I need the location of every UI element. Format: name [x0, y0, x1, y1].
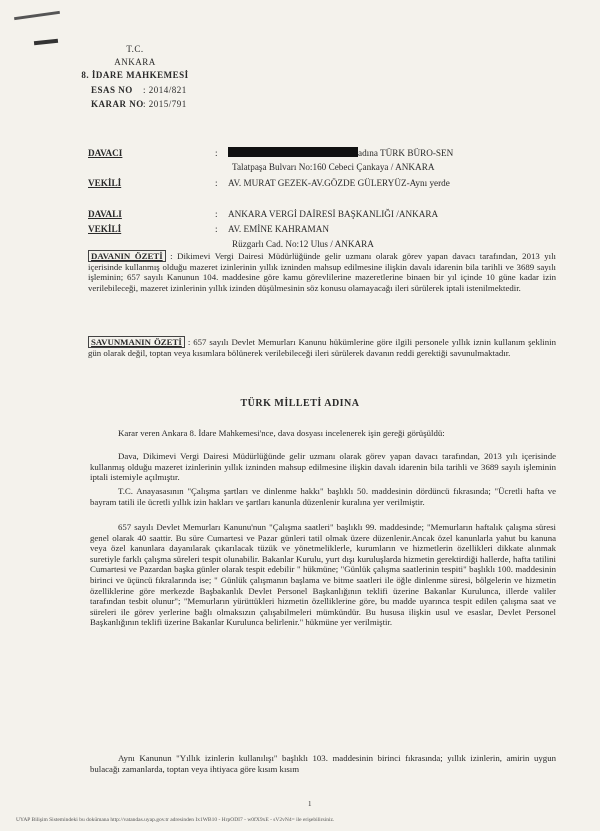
pen-mark [14, 11, 60, 20]
davali-row [88, 209, 558, 221]
colon: : [215, 148, 218, 158]
uyap-footer: UYAP Bilişim Sistemindeki bu dokümana http://vatandas.uyap.gov.tr adresinden Ix1WB10 - HrpODI7 - w0fX9xE - sV2vN4= ile erişebilirsiniz. [16, 817, 335, 823]
esas-value: : 2014/821 [143, 85, 187, 95]
redaction-bar [228, 147, 358, 157]
dava-ozeti-label: DAVANIN ÖZETİ [88, 250, 166, 262]
document-title: TÜRK MİLLETİ ADINA [240, 398, 360, 409]
dava-ozeti [88, 251, 556, 293]
karar-value: : 2015/791 [143, 99, 187, 109]
karar-label: KARAR NO [91, 99, 144, 109]
savunma-ozeti [88, 337, 556, 358]
vekili1-value: AV. MURAT GEZEK-AV.GÖZDE GÜLERYÜZ-Aynı yerde [228, 178, 450, 188]
header-city: ANKARA [114, 57, 156, 67]
savunma-ozeti-label: SAVUNMANIN ÖZETİ [88, 336, 185, 348]
colon: : [215, 224, 218, 234]
vekili1-label: VEKİLİ [88, 178, 122, 188]
paragraph-5: Aynı Kanunun "Yıllık izinlerin kullanılışı" başlıklı 103. maddesinin birinci fıkrasında; yıllık izinlerin, amirin uygun bulacağı zamanlarda, toptan veya ihtiyaca göre kısım kısım [90, 753, 556, 774]
dava-ozeti-text: : Dikimevi Vergi Dairesi Müdürlüğünde gelir uzmanı olarak görev yapan davacı tarafından, 2013 yılı içerisinde kullanmış olduğu mazeret izinlerinin yıllık izninden mahsup edilmesine ilişkin davalı idarenin bila tarihli ve 3689 sayılı işleminin; 657 sayılı Kanunun 104. maddesine göre kamu görevlilerine mazeretlerine binaen bir yıl içinde 10 güne kadar izin verilebileceği, mazeret izinlerinin yıllık izinden düşülmesinin söz konusu olamayacağı ileri sürülerek iptali istenilmektedir. [88, 251, 557, 293]
header-court: 8. İDARE MAHKEMESİ [81, 70, 189, 80]
paragraph-3: T.C. Anayasasının "Çalışma şartları ve dinlenme hakkı" başlıklı 50. maddesinin dördüncü fıkrasında; "Ücretli hafta ve bayram tatili ile ücretli yıllık izin hakları ve şartları kanunla düzenlenir kuralına yer verilmiştir. [90, 486, 556, 507]
colon: : [215, 209, 218, 219]
paragraph-1: Karar veren Ankara 8. İdare Mahkemesi'nce, dava dosyası incelenerek işin gereği görüşüldü: [118, 428, 445, 438]
page-number: 1 [308, 800, 312, 808]
davali-value: ANKARA VERGİ DAİRESİ BAŞKANLIĞI /ANKARA [228, 209, 439, 219]
paragraph-4: 657 sayılı Devlet Memurları Kanunu'nun "Çalışma saatleri" başlıklı 99. maddesinde; "Memurların haftalık çalışma süresi genel olarak 40 saattir. Bu süre Cumartesi ve Pazar günleri tatil olmak üzere düzenlenir.Ancak özel kanunlarla yahut bu kanuna veya özel kanunlara dayanılarak çıkarılacak tüzük ve yönetmeliklerle, kurumların ve hizmetlerin özellikleri dikkate alınmak suretiyle farklı çalışma süreleri tespit olunabilir. Bakanlar Kurulu, yurt dışı kuruluşlarda hizmetin gerektirdiği hallerde, hafta tatilini Cumartesi ve Pazardan başka günler olarak tespit edebilir " hükmüne; "Günlük çalışma saatlerinin tespiti" başlıklı 100. maddesinin birinci ve üçüncü fıkralarında ise; " Günlük çalışmanın başlama ve bitme saatleri ile öğle dinlenme süresi, bölgelerin ve hizmetin özelliklerine göre merkezde Başbakanlık Devlet Personel Başkanlığının teklifi üzerine Bakanlar Kurulunca, illerde valiler tarafından tesbit olunur"; "Memurların yürüttükleri hizmetin özelliklerine göre, bu madde uyarınca tespit edilen çalışma saat ve süreleri ile görev yerlerine bağlı olmaksızın çalışabilmeleri mümkündür. Bu hususa ilişkin usul ve esaslar, Devlet Personel Başkanlığının teklifi üzerine Bakanlar Kurulunca belirlenir." hükmüne yer verilmiştir. [90, 522, 556, 628]
colon: : [215, 178, 218, 188]
davaci-label: DAVACI [88, 148, 123, 158]
vekili2-address: Rüzgarlı Cad. No:12 Ulus / ANKARA [232, 239, 374, 249]
vekili2-label: VEKİLİ [88, 224, 122, 234]
davali-label: DAVALI [88, 209, 122, 219]
header-tc: T.C. [126, 44, 144, 54]
paragraph-2: Dava, Dikimevi Vergi Dairesi Müdürlüğünde gelir uzmanı olarak görev yapan davacı tarafından, 2013 yılı içerisinde kullanmış olduğu mazeret izinlerinin yıllık izninden mahsup edilmesine ilişkin davalı idarenin bila tarihli ve 3689 sayılı işleminin iptali istemiyle açılmıştır. [90, 451, 556, 483]
vekili1-row [88, 178, 558, 190]
vekili2-value: AV. EMİNE KAHRAMAN [228, 224, 329, 234]
savunma-ozeti-text: : 657 sayılı Devlet Memurları Kanunu hükümlerine göre ilgili personele yıllık iznin kullanım şeklinin gün olarak değil, toptan veya kısımlara bölünerek verilebileceği ileri sürülerek davanın reddi gerektiği savunulmaktadır. [88, 337, 556, 358]
esas-label: ESAS NO [91, 85, 133, 95]
vekili2-row [88, 224, 558, 236]
davaci-address: Talatpaşa Bulvarı No:160 Cebeci Çankaya / ANKARA [232, 162, 435, 172]
pen-mark [34, 39, 58, 45]
davaci-value: adına TÜRK BÜRO-SEN [358, 148, 454, 158]
